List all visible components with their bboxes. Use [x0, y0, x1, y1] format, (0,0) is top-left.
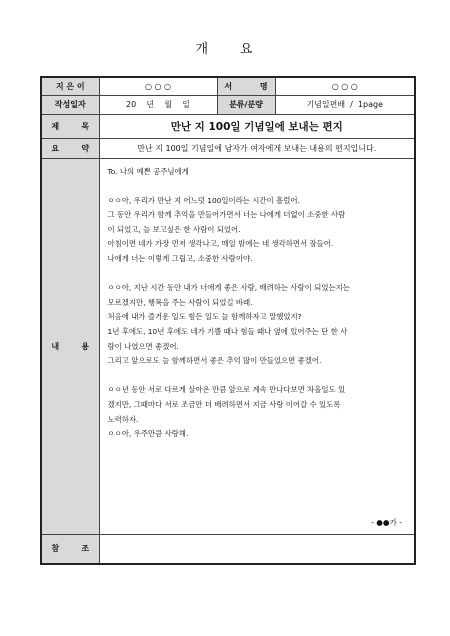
letter-line: 아침이면 네가 가장 먼저 생각나고, 매일 밤에는 네 생각하면서 잠들어. [107, 239, 334, 249]
content-label: 내 용 [41, 158, 99, 534]
letter-line: ㅇㅇ년 동안 서로 다르게 살아온 만큼 앞으로 계속 만나다보면 차올일도 있 [107, 385, 346, 395]
row-reference [41, 534, 415, 564]
subject-value: 만난 지 100일 기념일에 보내는 편지 [99, 114, 415, 138]
letter-line: 그리고 앞으로도 늘 함께하면서 좋은 추억 많이 만들었으면 좋겠어. [107, 356, 322, 366]
document-title [0, 38, 450, 57]
document-title-char-1: 개 [195, 42, 210, 57]
subject-label: 제 목 [41, 114, 99, 138]
letter-body [99, 158, 415, 534]
letter-signature: - ●●가 - [371, 517, 402, 527]
letter-line: ㅇㅇ아, 우주만큼 사랑해. [107, 429, 189, 439]
row-author [41, 77, 415, 95]
date-value: 20 년 월 일 [99, 95, 217, 114]
letter-line: 나에게 너는 이렇게 그립고, 소중한 사람이야. [107, 254, 253, 264]
name-label: 서 명 [217, 77, 275, 95]
overview-table [40, 76, 416, 565]
letter-line: 람이 나였으면 좋겠어. [107, 341, 179, 351]
author-value: ○ ○ ○ [99, 77, 217, 95]
row-subject [41, 114, 415, 138]
letter-line: ㅇㅇ아, 우리가 만난 지 어느덧 100일이라는 시간이 흘렀어. [107, 195, 300, 205]
name-value: ○ ○ ○ [275, 77, 415, 95]
row-date [41, 95, 415, 114]
letter-line: 겠지만, 그때마다 서로 조금만 더 배려하면서 지금 사랑 이어갈 수 있도록 [107, 400, 341, 409]
reference-value [99, 534, 415, 564]
letter-line: 이 되었고, 늘 보고싶은 한 사람이 되었어. [107, 224, 241, 234]
row-content [41, 158, 415, 534]
reference-label: 참 조 [41, 534, 99, 564]
letter-line: 노력하자. [107, 414, 139, 424]
letter-line: ㅇㅇ아, 지난 시간 동안 내가 너에게 좋은 사람, 배려하는 사람이 되었는지는 [107, 283, 350, 293]
row-summary [41, 138, 415, 158]
author-label: 지 은 이 [41, 77, 99, 95]
category-value: 기념일편배 / 1page [275, 95, 415, 114]
date-label: 작성일자 [41, 95, 99, 114]
letter-line: 1년 후에도, 10년 후에도 네가 기쁠 때나 힘들 때나 옆에 있어주는 단 한 사 [107, 327, 348, 337]
summary-value: 만난 지 100일 기념일에 남자가 여자에게 보내는 내용의 편지입니다. [99, 138, 415, 158]
category-label: 분류/분량 [217, 95, 275, 114]
letter-line: 그 동안 우리가 함께 추억을 만들어가면서 너는 나에게 더없이 소중한 사람 [107, 210, 346, 220]
letter-greeting: To. 나의 예쁜 공주님에게 [107, 166, 189, 176]
document-title-char-2: 요 [240, 42, 255, 57]
summary-label: 요 약 [41, 138, 99, 158]
letter-line: 처음에 내가 즐거운 일도 힘든 일도 늘 함께하자고 말했었지? [107, 312, 302, 322]
letter-line: 모르겠지만, 행복을 주는 사람이 되었길 바래. [107, 297, 253, 307]
